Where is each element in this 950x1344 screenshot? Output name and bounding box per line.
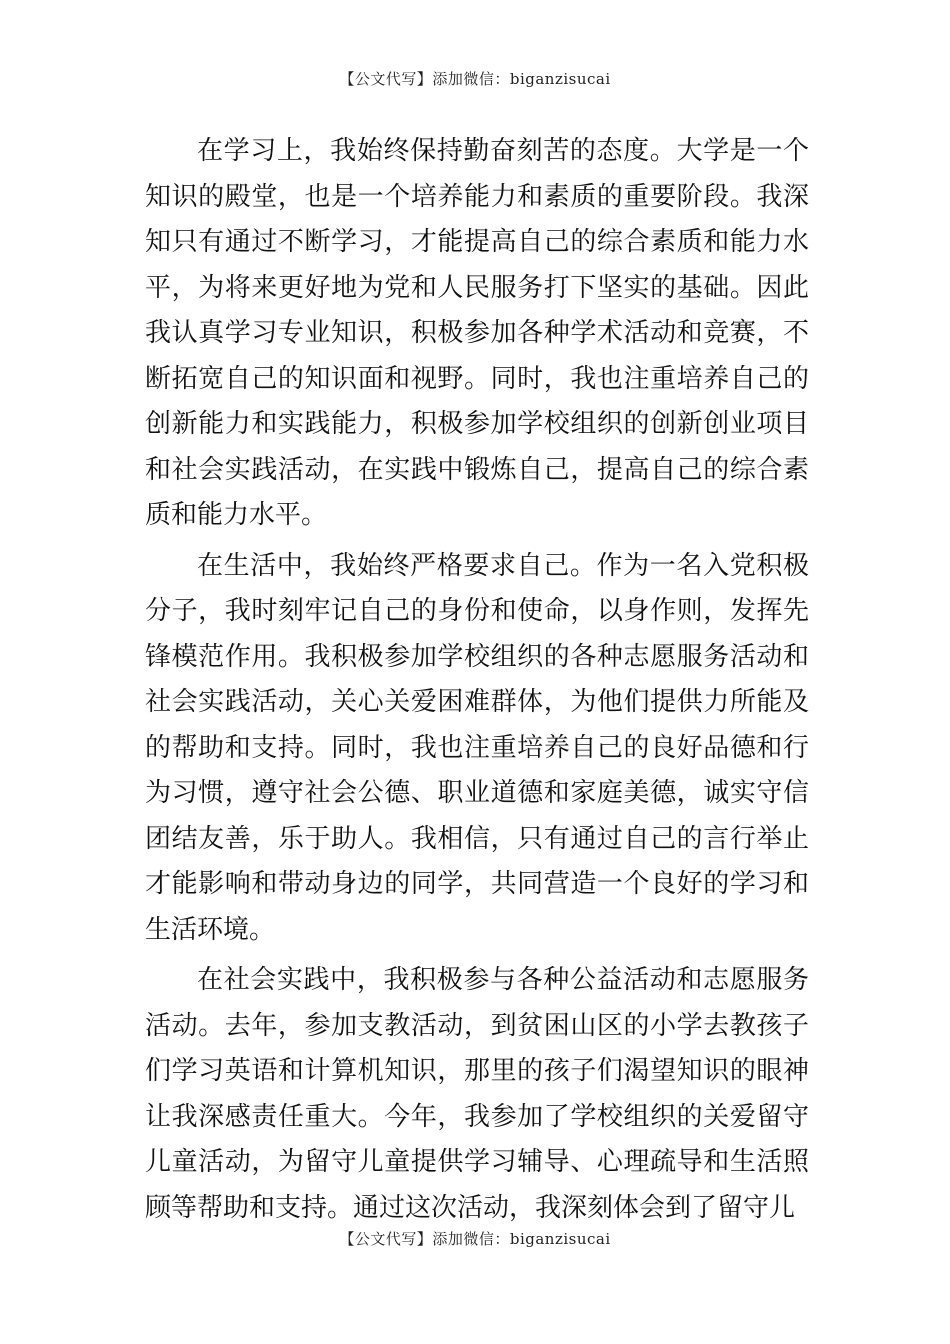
- body-text: [145, 129, 809, 1231]
- paragraph-life: 在生活中，我始终严格要求自己。作为一名入党积极分子，我时刻牢记自己的身份和使命，以身作则，发挥先锋模范作用。我积极参加学校组织的各种志愿服务活动和社会实践活动，关心关爱困难群体，为他们提供力所能及的帮助和支持。同时，我也注重培养自己的良好品德和行为习惯，遵守社会公德、职业道德和家庭美德，诚实守信团结友善，乐于助人。我相信，只有通过自己的言行举止才能影响和带动身边的同学，共同营造一个良好的学习和生活环境。: [145, 550, 809, 945]
- paragraph-social-practice: 在社会实践中，我积极参与各种公益活动和志愿服务活动。去年，参加支教活动，到贫困山区的小学去教孩子们学习英语和计算机知识，那里的孩子们渴望知识的眼神让我深感责任重大。今年，我参加了学校组织的关爱留守儿童活动，为留守儿童提供学习辅导、心理疏导和生活照顾等帮助和支持。通过这次活动，我深刻体会到了留守儿: [145, 965, 809, 1223]
- running-header: 【公文代写】添加微信：biganzisucai: [339, 70, 611, 88]
- running-footer: 【公文代写】添加微信：biganzisucai: [339, 1230, 611, 1248]
- paragraph-study: 在学习上，我始终保持勤奋刻苦的态度。大学是一个知识的殿堂，也是一个培养能力和素质的重要阶段。我深知只有通过不断学习，才能提高自己的综合素质和能力水平，为将来更好地为党和人民服务打下坚实的基础。因此我认真学习专业知识，积极参加各种学术活动和竞赛，不断拓宽自己的知识面和视野。同时，我也注重培养自己的创新能力和实践能力，积极参加学校组织的创新创业项目和社会实践活动，在实践中锻炼自己，提高自己的综合素质和能力水平。: [145, 136, 809, 530]
